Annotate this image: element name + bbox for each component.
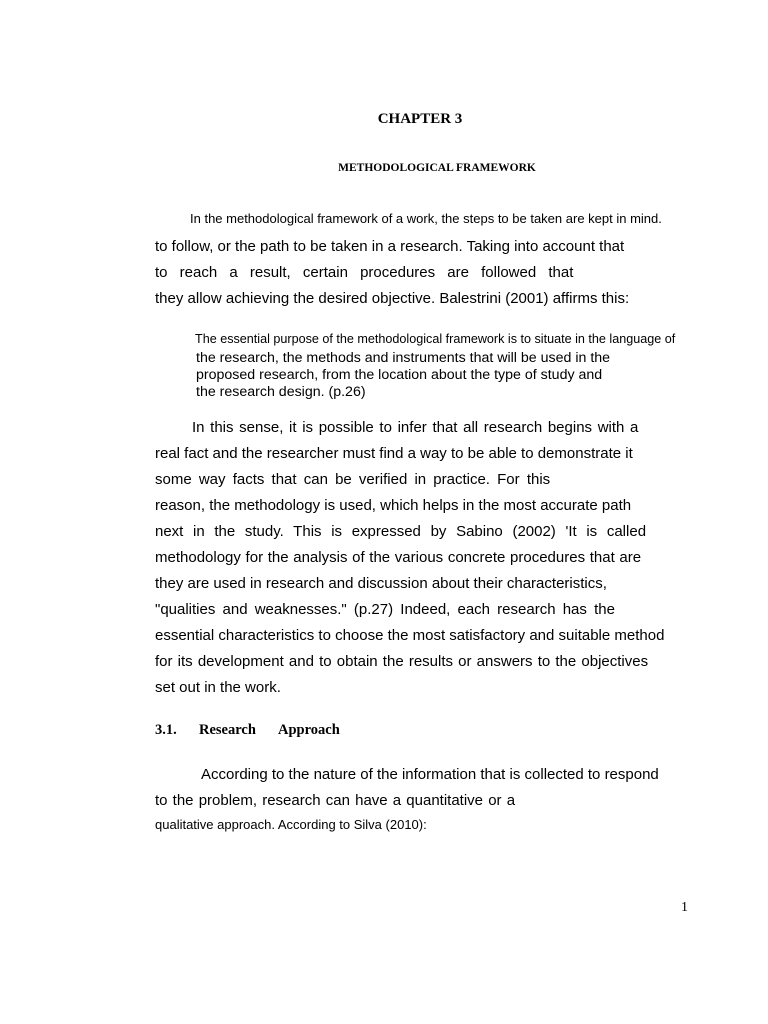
paragraph-2-line-9: essential characteristics to choose the most satisfactory and suitable method xyxy=(155,627,665,644)
paragraph-2-line-11: set out in the work. xyxy=(155,679,281,696)
quote-line-3: proposed research, from the location about the type of study and xyxy=(196,367,603,383)
paragraph-1-line-2: to follow, or the path to be taken in a research. Taking into account that xyxy=(155,238,625,255)
paragraph-2-line-8: "qualities and weaknesses." (p.27) Indeed, each research has the xyxy=(155,601,615,618)
section-heading-word-2: Approach xyxy=(278,722,340,738)
quote-line-1: The essential purpose of the methodological framework is to situate in the language of xyxy=(195,332,676,346)
quote-line-4: the research design. (p.26) xyxy=(196,384,366,400)
paragraph-2-line-6: methodology for the analysis of the various concrete procedures that are xyxy=(155,549,642,566)
paragraph-3-line-1: According to the nature of the information that is collected to respond xyxy=(201,766,659,783)
section-number: 3.1. xyxy=(155,722,177,738)
paragraph-2-line-2: real fact and the researcher must find a way to be able to demonstrate it xyxy=(155,445,633,462)
paragraph-2-line-1: In this sense, it is possible to infer that all research begins with a xyxy=(192,419,639,436)
paragraph-2-line-10: for its development and to obtain the results or answers to the objectives xyxy=(155,653,649,670)
section-subtitle: METHODOLOGICAL FRAMEWORK xyxy=(338,162,536,174)
paragraph-2-line-5: next in the study. This is expressed by Sabino (2002) 'It is called xyxy=(155,523,647,540)
section-heading-word-1: Research xyxy=(199,722,256,738)
quote-line-2: the research, the methods and instruments that will be used in the xyxy=(196,350,611,366)
chapter-title: CHAPTER 3 xyxy=(377,111,463,127)
paragraph-1-line-3-text: to reach a result, certain procedures are followed that xyxy=(155,264,574,281)
paragraph-1-line-3 xyxy=(155,264,574,281)
paragraph-1-line-1: In the methodological framework of a work, the steps to be taken are kept in mind. xyxy=(190,211,662,226)
paragraph-1-line-4: they allow achieving the desired objective. Balestrini (2001) affirms this: xyxy=(155,290,630,307)
section-heading-3-1 xyxy=(155,722,340,739)
paragraph-2-line-4: reason, the methodology is used, which helps in the most accurate path xyxy=(155,497,632,514)
paragraph-3-line-3: qualitative approach. According to Silva (2010): xyxy=(155,817,427,832)
page-number: 1 xyxy=(681,900,688,915)
paragraph-2-line-3: some way facts that can be verified in practice. For this xyxy=(155,471,551,488)
paragraph-2-line-7: they are used in research and discussion about their characteristics, xyxy=(155,575,607,592)
paragraph-3-line-2: to the problem, research can have a quantitative or a xyxy=(155,792,516,809)
